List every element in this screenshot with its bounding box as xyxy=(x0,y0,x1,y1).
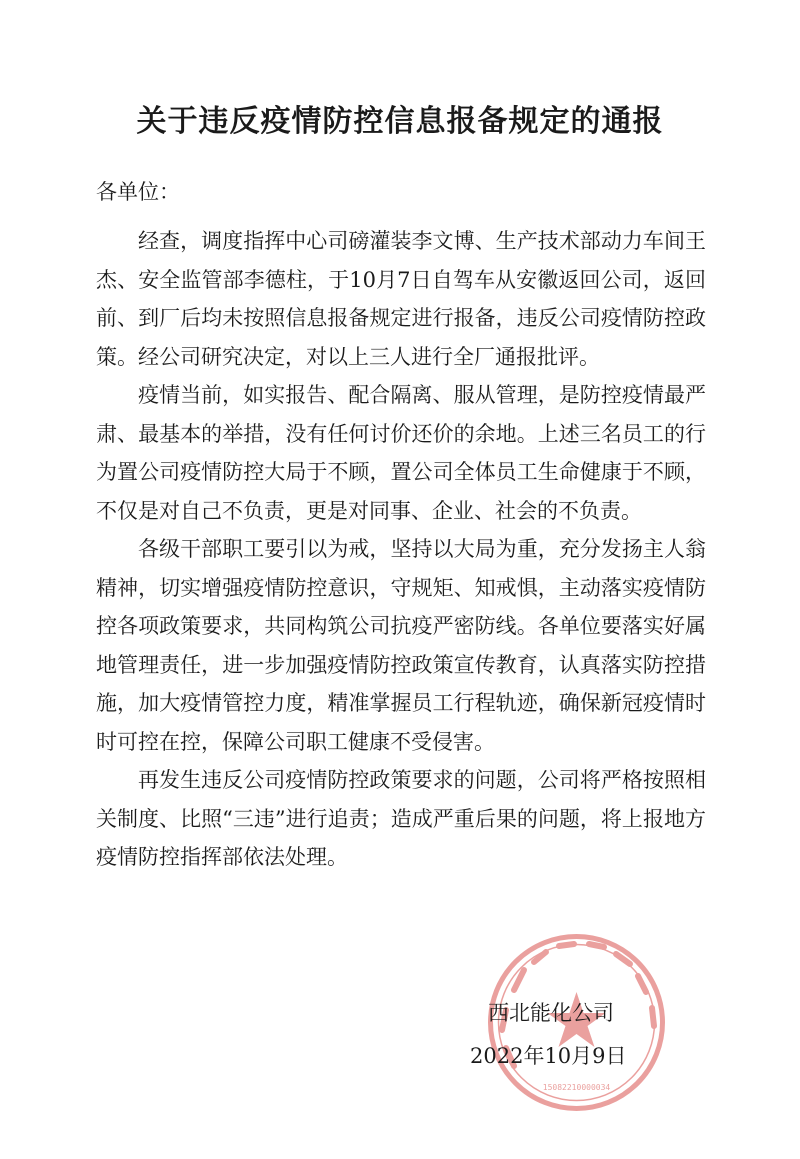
paragraph-4: 再发生违反公司疫情防控政策要求的问题，公司将严格按照相关制度、比照“三违”进行追责；造成严重后果的问题，将上报地方疫情防控指挥部依法处理。 xyxy=(96,768,706,869)
signature-date: 2022年10月9日 xyxy=(470,1044,627,1068)
signature-organization: 西北能化公司 xyxy=(488,1001,614,1025)
paragraph-1: 经查，调度指挥中心司磅灌装李文博、生产技术部动力车间王杰、安全监管部李德柱，于10月7日自驾车从安徽返回公司，返回前、到厂后均未按照信息报备规定进行报备，违反公司疫情防控政策。经公司研究决定，对以上三人进行全厂通报批评。 xyxy=(96,229,706,369)
paragraph-3: 各级干部职工要引以为戒，坚持以大局为重，充分发扬主人翁精神，切实增强疫情防控意识，守规矩、知戒惧，主动落实疫情防控各项政策要求，共同构筑公司抗疫严密防线。各单位要落实好属地管理责任，进一步加强疫情防控政策宣传教育，认真落实防控措施，加大疫情管控力度，精准掌握员工行程轨迹，确保新冠疫情时时可控在控，保障公司职工健康不受侵害。 xyxy=(96,537,706,754)
salutation: 各单位： xyxy=(96,180,180,204)
seal-number: 15082210000034 xyxy=(542,1083,611,1092)
document-body xyxy=(96,222,706,877)
document-title: 关于违反疫情防控信息报备规定的通报 xyxy=(136,104,664,139)
paragraph-2: 疫情当前，如实报告、配合隔离、服从管理，是防控疫情最严肃、最基本的举措，没有任何讨价还价的余地。上述三名员工的行为置公司疫情防控大局于不顾，置公司全体员工生命健康于不顾，不仅是对自己不负责，更是对同事、企业、社会的不负责。 xyxy=(96,383,706,523)
